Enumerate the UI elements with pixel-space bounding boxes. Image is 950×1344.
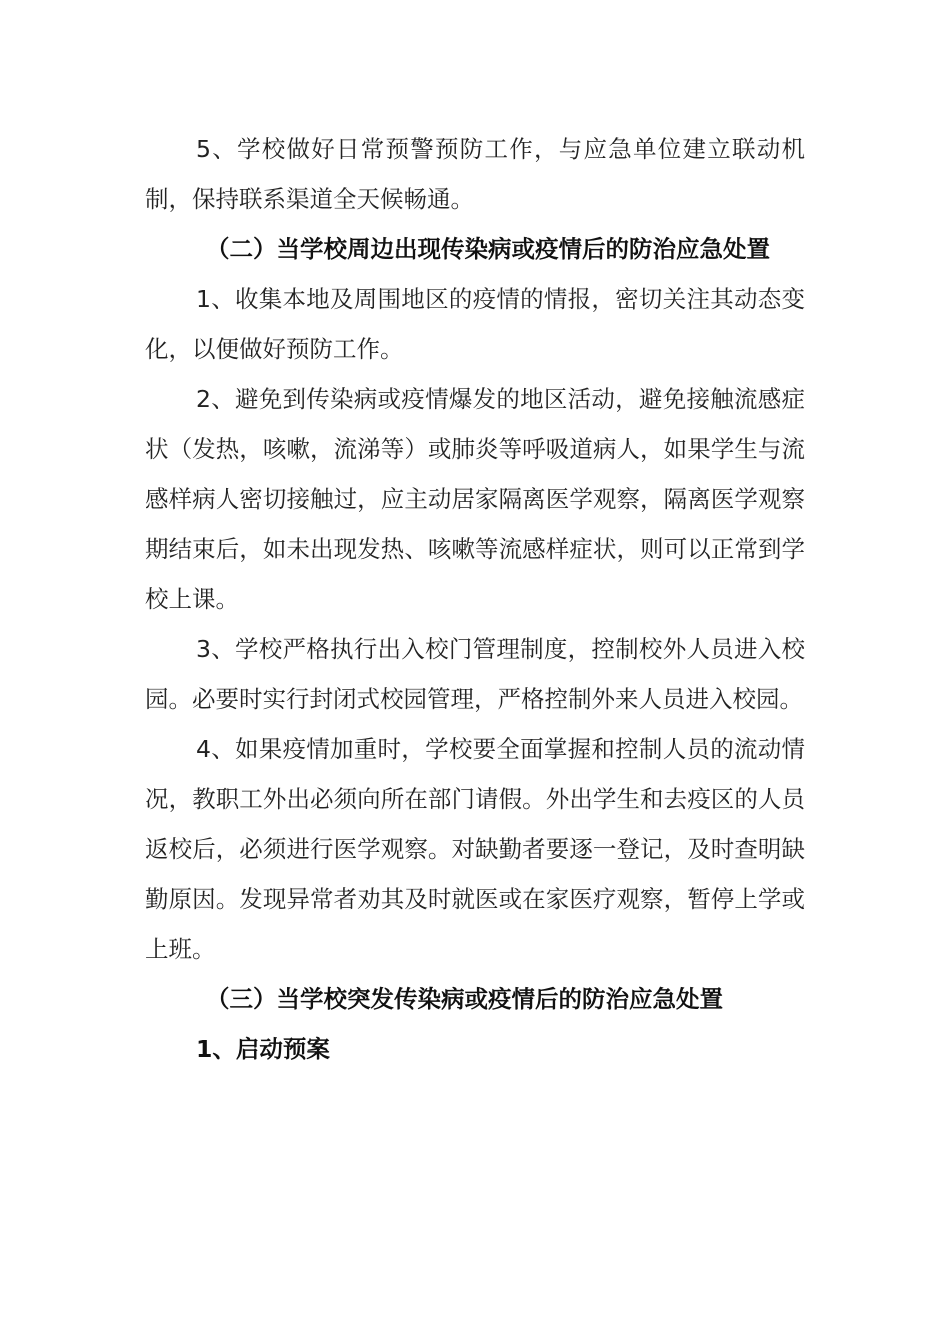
paragraph-item-4: 4、如果疫情加重时，学校要全面掌握和控制人员的流动情况，教职工外出必须向所在部门请假。外出学生和去疫区的人员返校后，必须进行医学观察。对缺勤者要逐一登记，及时查明缺勤原因。发现异常者劝其及时就医或在家医疗观察，暂停上学或上班。 (145, 735, 805, 963)
paragraph-item-3: 3、学校严格执行出入校门管理制度，控制校外人员进入校园。必要时实行封闭式校园管理，严格控制外来人员进入校园。 (145, 635, 805, 713)
paragraph-item-1: 1、收集本地及周围地区的疫情的情报，密切关注其动态变化，以便做好预防工作。 (145, 285, 805, 363)
section-heading-3: （三）当学校突发传染病或疫情后的防治应急处置 (206, 985, 723, 1013)
paragraph-item-5: 5、学校做好日常预警预防工作，与应急单位建立联动机制，保持联系渠道全天候畅通。 (145, 135, 805, 213)
paragraph-item-2: 2、避免到传染病或疫情爆发的地区活动，避免接触流感症状（发热，咳嗽，流涕等）或肺炎等呼吸道病人，如果学生与流感样病人密切接触过，应主动居家隔离医学观察，隔离医学观察期结束后，如未出现发热、咳嗽等流感样症状，则可以正常到学校上课。 (145, 385, 805, 613)
section-heading-2: （二）当学校周边出现传染病或疫情后的防治应急处置 (206, 235, 770, 263)
document-body (145, 124, 805, 1074)
subheading-start-plan: 1、启动预案 (196, 1035, 330, 1063)
